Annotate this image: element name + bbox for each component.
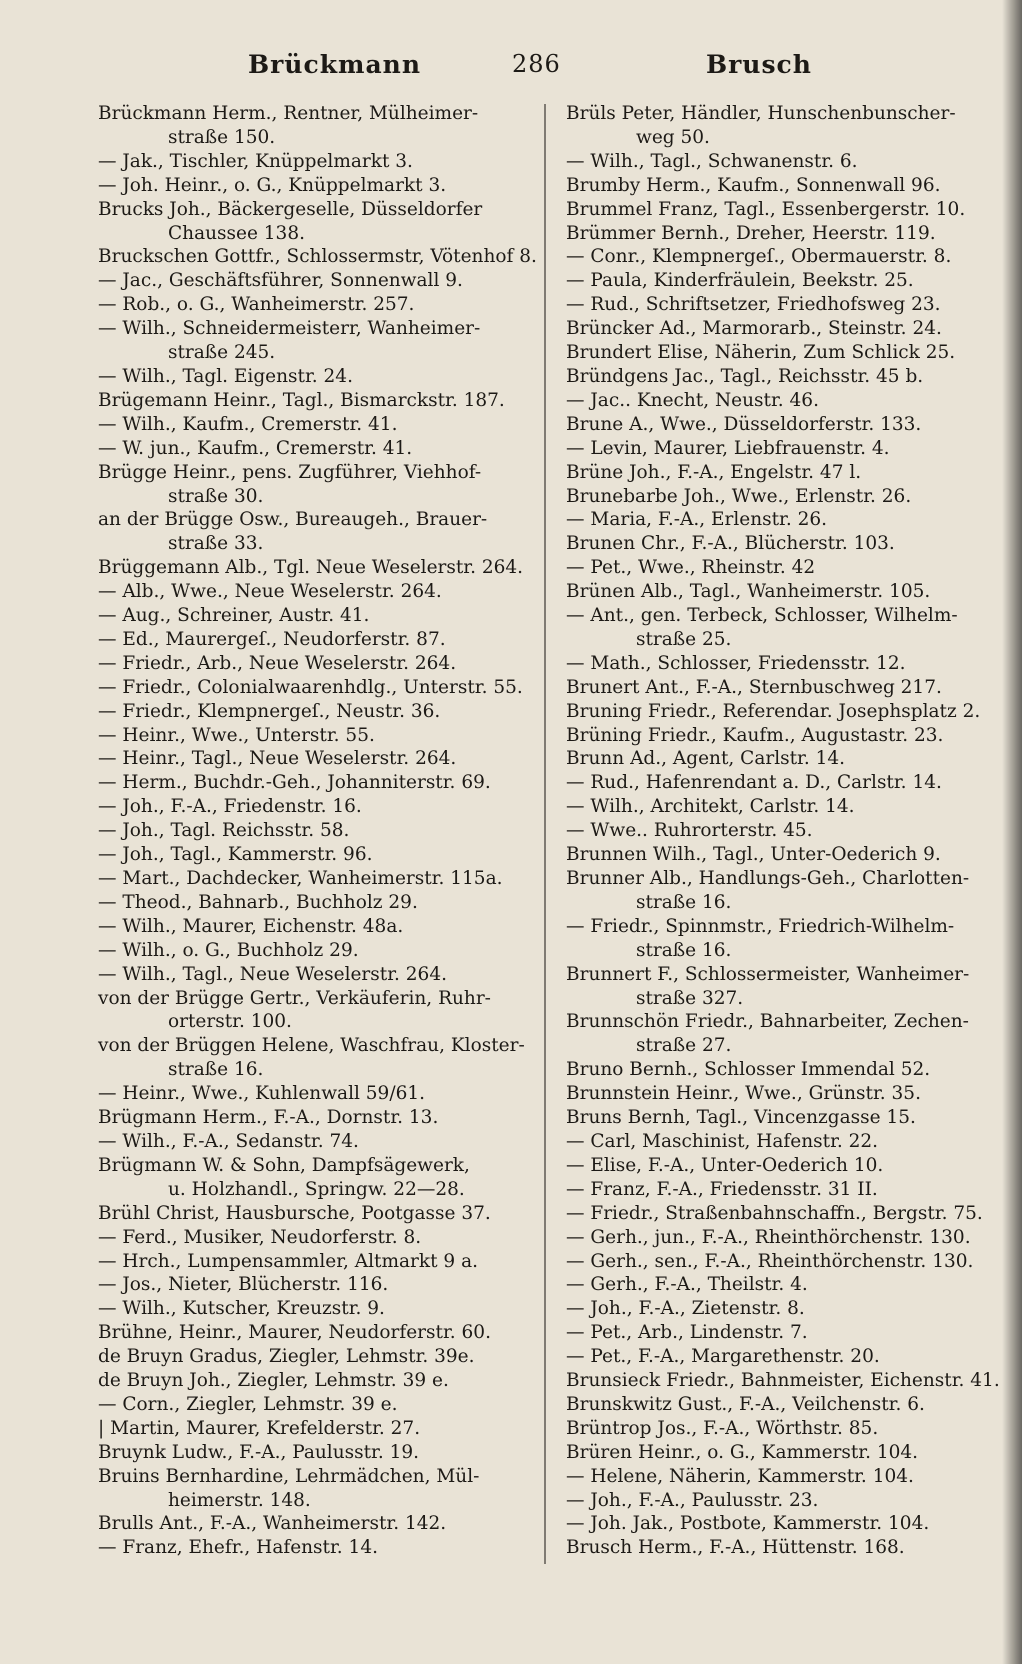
- directory-entry: Brunsieck Friedr., Bahnmeister, Eichenstr. 41.: [566, 1370, 1000, 1392]
- directory-entry: Brulls Ant., F.-A., Wanheimerstr. 142.: [98, 1513, 447, 1535]
- directory-entry: — Wwe.. Ruhrorterstr. 45.: [566, 820, 813, 842]
- directory-entry: Bruynk Ludw., F.-A., Paulusstr. 19.: [98, 1441, 420, 1463]
- directory-entry: Brügmann W. & Sohn, Dampfsägewerk,: [98, 1154, 470, 1176]
- directory-entry: — Heinr., Wwe., Unterstr. 55.: [98, 724, 375, 746]
- directory-entry: Brüning Friedr., Kaufm., Augustastr. 23.: [566, 724, 944, 746]
- directory-entry: straße 30.: [168, 485, 264, 507]
- directory-entry: Brümmer Bernh., Dreher, Heerstr. 119.: [566, 222, 936, 244]
- directory-entry: Brumby Herm., Kaufm., Sonnenwall 96.: [566, 174, 941, 196]
- directory-entry: — Joh., Tagl., Kammerstr. 96.: [98, 844, 373, 866]
- directory-entry: — Herm., Buchdr.-Geh., Johanniterstr. 69.: [98, 772, 491, 794]
- directory-entry: — Ferd., Musiker, Neudorferstr. 8.: [98, 1226, 422, 1248]
- directory-entry: — Wilh., Architekt, Carlstr. 14.: [566, 796, 855, 818]
- directory-entry: — Rud., Hafenrendant a. D., Carlstr. 14.: [566, 772, 942, 794]
- directory-entry: Brunnert F., Schlossermeister, Wanheimer-: [566, 963, 970, 985]
- directory-entry: Bruckschen Gottfr., Schlossermstr, Vötenhof 8.: [98, 246, 537, 268]
- directory-entry: — Ed., Maurergeſ., Neudorferstr. 87.: [98, 628, 446, 650]
- directory-entry: Brucks Joh., Bäckergeselle, Düsseldorfer: [98, 198, 483, 220]
- directory-entry: straße 245.: [168, 342, 276, 364]
- directory-entry: — Friedr., Klempnergeſ., Neustr. 36.: [98, 700, 441, 722]
- header-right-keyword: Brusch: [706, 50, 812, 79]
- directory-entry: Brünen Alb., Tagl., Wanheimerstr. 105.: [566, 581, 931, 603]
- directory-entry: — Rud., Schriftsetzer, Friedhofsweg 23.: [566, 294, 941, 316]
- directory-entry: orterstr. 100.: [168, 1011, 292, 1033]
- directory-entry: Brühl Christ, Hausbursche, Pootgasse 37.: [98, 1202, 491, 1224]
- right-column: [566, 102, 1000, 1560]
- directory-entry: Brunnschön Friedr., Bahnarbeiter, Zechen-: [566, 1011, 969, 1033]
- directory-entry: Brunnen Wilh., Tagl., Unter-Oederich 9.: [566, 844, 941, 866]
- directory-entry: Chaussee 138.: [168, 222, 305, 244]
- directory-entry: Brügmann Herm., F.-A., Dornstr. 13.: [98, 1107, 439, 1129]
- directory-entry: — Heinr., Tagl., Neue Weselerstr. 264.: [98, 748, 457, 770]
- directory-entry: — Joh. Jak., Postbote, Kammerstr. 104.: [566, 1513, 930, 1535]
- directory-entry: — Paula, Kinderfräulein, Beekstr. 25.: [566, 270, 914, 292]
- directory-entry: — Wilh., Tagl. Eigenstr. 24.: [98, 365, 353, 387]
- directory-entry: — Joh., Tagl. Reichsstr. 58.: [98, 820, 350, 842]
- directory-entry: — Franz, Ehefr., Hafenstr. 14.: [98, 1537, 378, 1559]
- directory-entry: — Wilh., F.-A., Sedanstr. 74.: [98, 1130, 359, 1152]
- directory-entry: — Aug., Schreiner, Austr. 41.: [98, 605, 370, 627]
- directory-entry: — Pet., Arb., Lindenstr. 7.: [566, 1322, 808, 1344]
- directory-entry: — Franz, F.-A., Friedensstr. 31 II.: [566, 1178, 878, 1200]
- directory-entry: — Joh. Heinr., o. G., Knüppelmarkt 3.: [98, 174, 447, 196]
- directory-entry: — Gerh., sen., F.-A., Rheinthörchenstr. 130.: [566, 1250, 974, 1272]
- directory-entry: — Wilh., Maurer, Eichenstr. 48a.: [98, 915, 404, 937]
- directory-entry: u. Holzhandl., Springw. 22—28.: [168, 1178, 465, 1200]
- directory-entry: — Elise, F.-A., Unter-Oederich 10.: [566, 1154, 884, 1176]
- directory-entry: — Joh., F.-A., Paulusstr. 23.: [566, 1489, 819, 1511]
- directory-entry: — Friedr., Spinnmstr., Friedrich-Wilhelm-: [566, 915, 955, 937]
- directory-entry: Brunebarbe Joh., Wwe., Erlenstr. 26.: [566, 485, 912, 507]
- directory-entry: weg 50.: [636, 126, 710, 148]
- directory-entry: — Maria, F.-A., Erlenstr. 26.: [566, 509, 828, 531]
- directory-entry: — Wilh., Schneidermeisterr, Wanheimer-: [98, 318, 481, 340]
- directory-entry: — Ant., gen. Terbeck, Schlosser, Wilhelm-: [566, 605, 958, 627]
- directory-entry: Brunn Ad., Agent, Carlstr. 14.: [566, 748, 846, 770]
- directory-entry: heimerstr. 148.: [168, 1489, 311, 1511]
- directory-entry: — Mart., Dachdecker, Wanheimerstr. 115a.: [98, 868, 503, 889]
- directory-entry: Brummel Franz, Tagl., Essenbergerstr. 10.: [566, 198, 966, 220]
- directory-entry: Brüntrop Jos., F.-A., Wörthstr. 85.: [566, 1417, 879, 1439]
- directory-entry: de Bruyn Gradus, Ziegler, Lehmstr. 39e.: [98, 1346, 475, 1368]
- directory-entry: — Gerh., jun., F.-A., Rheinthörchenstr. 130.: [566, 1226, 971, 1248]
- directory-entry: — Jos., Nieter, Blücherstr. 116.: [98, 1274, 389, 1296]
- directory-entry: — Jac.. Knecht, Neustr. 46.: [566, 389, 819, 411]
- directory-entry: — Friedr., Straßenbahnschaffn., Bergstr. 75.: [566, 1202, 983, 1224]
- directory-entry: — Friedr., Arb., Neue Weselerstr. 264.: [98, 652, 457, 674]
- directory-entry: — Jac., Geschäftsführer, Sonnenwall 9.: [98, 270, 463, 292]
- directory-entry: Brunen Chr., F.-A., Blücherstr. 103.: [566, 533, 895, 555]
- directory-entry: Brunert Ant., F.-A., Sternbuschweg 217.: [566, 676, 942, 698]
- directory-entry: Brüls Peter, Händler, Hunschenbunscher-: [566, 103, 956, 124]
- directory-entry: straße 150.: [168, 126, 276, 148]
- page-header: [0, 50, 1022, 90]
- directory-entry: Brunskwitz Gust., F.-A., Veilchenstr. 6.: [566, 1393, 925, 1415]
- directory-entry: straße 327.: [636, 987, 744, 1009]
- directory-entry: Brüren Heinr., o. G., Kammerstr. 104.: [566, 1441, 919, 1463]
- directory-entry: — Conr., Klempnergeſ., Obermauerstr. 8.: [566, 246, 952, 268]
- directory-entry: — Corn., Ziegler, Lehmstr. 39 e.: [98, 1393, 398, 1415]
- column-divider: [544, 104, 546, 1564]
- directory-entry: — Wilh., Tagl., Schwanenstr. 6.: [566, 150, 858, 172]
- directory-entry: — Joh., F.-A., Friedenstr. 16.: [98, 796, 362, 818]
- directory-entry: Brusch Herm., F.-A., Hüttenstr. 168.: [566, 1537, 905, 1559]
- directory-entry: — Wilh., Kutscher, Kreuzstr. 9.: [98, 1298, 385, 1320]
- directory-entry: Brüggemann Alb., Tgl. Neue Weselerstr. 264.: [98, 557, 524, 579]
- directory-entry: — Friedr., Colonialwaarenhdlg., Unterstr. 55.: [98, 676, 523, 698]
- directory-entry: Bruno Bernh., Schlosser Immendal 52.: [566, 1059, 931, 1081]
- directory-entry: — Pet., F.-A., Margarethenstr. 20.: [566, 1346, 880, 1368]
- directory-entry: Brunner Alb., Handlungs-Geh., Charlotten-: [566, 868, 970, 889]
- directory-entry: Brüncker Ad., Marmorarb., Steinstr. 24.: [566, 318, 942, 340]
- header-left-keyword: Brückmann: [248, 50, 422, 79]
- directory-entry: — Joh., F.-A., Zietenstr. 8.: [566, 1298, 805, 1320]
- directory-entry: Brückmann Herm., Rentner, Mülheimer-: [98, 103, 479, 124]
- directory-entry: Brügemann Heinr., Tagl., Bismarckstr. 187.: [98, 389, 505, 411]
- directory-entry: — Wilh., Tagl., Neue Weselerstr. 264.: [98, 963, 447, 985]
- directory-entry: an der Brügge Osw., Bureaugeh., Brauer-: [98, 509, 488, 531]
- directory-entry: Bruning Friedr., Referendar. Josephsplatz 2.: [566, 700, 981, 722]
- directory-entry: straße 16.: [636, 939, 732, 961]
- directory-entry: straße 33.: [168, 533, 264, 555]
- directory-entry: straße 27.: [636, 1035, 732, 1057]
- directory-entry: Brune A., Wwe., Düsseldorferstr. 133.: [566, 413, 922, 435]
- directory-entry: — Theod., Bahnarb., Buchholz 29.: [98, 891, 418, 913]
- directory-entry: — Wilh., o. G., Buchholz 29.: [98, 939, 359, 961]
- directory-entry: — Pet., Wwe., Rheinstr. 42: [566, 557, 816, 579]
- directory-entry: — Heinr., Wwe., Kuhlenwall 59/61.: [98, 1083, 425, 1105]
- directory-entry: — Wilh., Kaufm., Cremerstr. 41.: [98, 413, 398, 435]
- directory-entry: — Gerh., F.-A., Theilstr. 4.: [566, 1274, 808, 1296]
- directory-entry: straße 16.: [636, 891, 732, 913]
- directory-entry: Brundert Elise, Näherin, Zum Schlick 25.: [566, 342, 956, 364]
- directory-entry: — Jak., Tischler, Knüppelmarkt 3.: [98, 150, 413, 172]
- page-number: 286: [512, 50, 561, 78]
- left-column: [98, 102, 537, 1560]
- directory-entry: — Hrch., Lumpensammler, Altmarkt 9 a.: [98, 1250, 478, 1272]
- directory-entry: — Rob., o. G., Wanheimerstr. 257.: [98, 294, 415, 316]
- directory-entry: — W. jun., Kaufm., Cremerstr. 41.: [98, 437, 413, 459]
- directory-entry: — Levin, Maurer, Liebfrauenstr. 4.: [566, 437, 890, 459]
- directory-entry: straße 25.: [636, 628, 732, 650]
- directory-entry: Bruins Bernhardine, Lehrmädchen, Mül-: [98, 1465, 480, 1487]
- directory-entry: von der Brüggen Helene, Waschfrau, Kloster-: [98, 1035, 525, 1057]
- directory-entry: von der Brügge Gertr., Verkäuferin, Ruhr-: [98, 987, 491, 1009]
- directory-entry: | Martin, Maurer, Krefelderstr. 27.: [98, 1417, 421, 1439]
- directory-entry: — Math., Schlosser, Friedensstr. 12.: [566, 652, 906, 674]
- directory-entry: Bründgens Jac., Tagl., Reichsstr. 45 b.: [566, 365, 924, 387]
- directory-entry: Brüne Joh., F.-A., Engelstr. 47 l.: [566, 461, 862, 483]
- directory-entry: Brühne, Heinr., Maurer, Neudorferstr. 60.: [98, 1322, 491, 1344]
- directory-entry: straße 16.: [168, 1059, 264, 1081]
- directory-entry: — Helene, Näherin, Kammerstr. 104.: [566, 1465, 914, 1487]
- directory-entry: Brunnstein Heinr., Wwe., Grünstr. 35.: [566, 1083, 921, 1105]
- directory-entry: de Bruyn Joh., Ziegler, Lehmstr. 39 e.: [98, 1370, 449, 1392]
- directory-entry: Bruns Bernh, Tagl., Vincenzgasse 15.: [566, 1107, 916, 1129]
- directory-entry: — Carl, Maschinist, Hafenstr. 22.: [566, 1130, 879, 1152]
- directory-entry: Brügge Heinr., pens. Zugführer, Viehhof-: [98, 461, 482, 483]
- directory-entry: — Alb., Wwe., Neue Weselerstr. 264.: [98, 581, 442, 603]
